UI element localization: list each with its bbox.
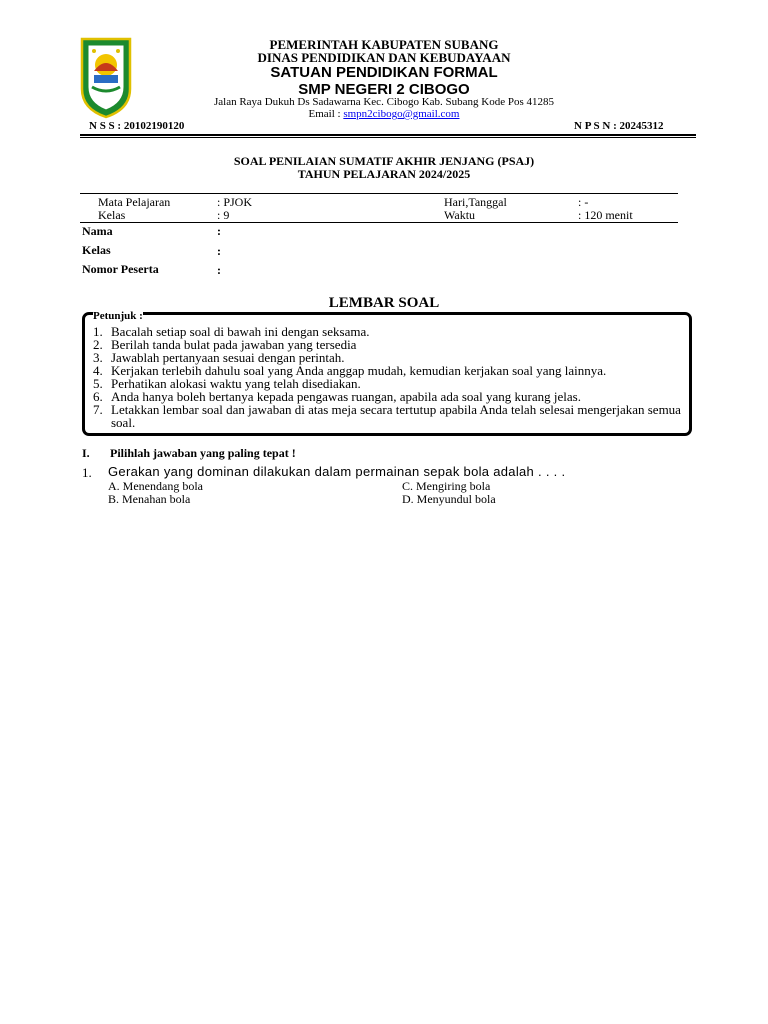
petunjuk-title: Petunjuk : (93, 310, 143, 322)
question-number: 1. (82, 465, 92, 480)
petunjuk-num: 3. (93, 350, 103, 365)
school-address: Jalan Raya Dukuh Ds Sadawarna Kec. Cibogo Kab. Subang Kode Pos 41285 (213, 96, 555, 108)
petunjuk-item (93, 403, 689, 429)
petunjuk-num: 1. (93, 324, 103, 339)
mapel-value: : PJOK (217, 195, 253, 209)
nama-label: Nama (82, 224, 113, 238)
petunjuk-num: 5. (93, 376, 103, 391)
petunjuk-text: Perhatikan alokasi waktu yang telah disediakan. (111, 376, 361, 391)
option-text: Menahan bola (122, 492, 191, 506)
waktu-value: : 120 menit (578, 208, 633, 222)
hari-value: : - (578, 195, 589, 209)
waktu-label: Waktu (444, 208, 476, 222)
email-line (0, 108, 768, 120)
kelas-colon: : (217, 244, 221, 258)
petunjuk-num: 2. (93, 337, 103, 352)
nomor-label: Nomor Peserta (82, 262, 159, 276)
petunjuk-num: 4. (93, 363, 103, 378)
option-letter: A. (108, 479, 120, 493)
header-line-2: DINAS PENDIDIKAN DAN KEBUDAYAAN (257, 50, 511, 65)
petunjuk-num: 7. (93, 402, 103, 417)
section-number: I. (82, 446, 90, 460)
petunjuk-text: Anda hanya boleh bertanya kepada pengawas ruangan, apabila ada soal yang kurang jelas. (111, 389, 581, 404)
kelas-value: : 9 (217, 208, 230, 222)
nss: N S S : 20102190120 (89, 120, 185, 132)
npsn: N P S N : 20245312 (574, 120, 664, 132)
info-top-rule (80, 193, 678, 194)
option-letter: B. (108, 492, 120, 506)
petunjuk-text: Kerjakan terlebih dahulu soal yang Anda anggap mudah, kemudian kerjakan soal yang lainnya. (111, 363, 607, 378)
nama-colon: : (217, 224, 221, 238)
header-line-1: PEMERINTAH KABUPATEN SUBANG (269, 37, 499, 52)
option-text: Menendang bola (122, 479, 203, 493)
header-line-3: SATUAN PENDIDIKAN FORMAL (270, 64, 498, 81)
option-text: Menyundul bola (416, 492, 496, 506)
question-text: Gerakan yang dominan dilakukan dalam permainan sepak bola adalah . . . . (108, 464, 566, 479)
petunjuk-text: Bacalah setiap soal di bawah ini dengan seksama. (111, 324, 370, 339)
mapel-label: Mata Pelajaran (98, 195, 171, 209)
header-divider-thin (80, 137, 696, 138)
section-title: Pilihlah jawaban yang paling tepat ! (110, 446, 296, 460)
exam-year: TAHUN PELAJARAN 2024/2025 (297, 167, 471, 181)
option-letter: D. (402, 492, 414, 506)
petunjuk-text: Letakkan lembar soal dan jawaban di atas meja secara tertutup apabila Anda telah selesai mengerjakan semua soal. (111, 402, 681, 430)
nomor-colon: : (217, 263, 221, 277)
option-letter: C. (402, 479, 414, 493)
exam-title: SOAL PENILAIAN SUMATIF AKHIR JENJANG (PSAJ) (233, 154, 535, 168)
school-name: SMP NEGERI 2 CIBOGO (298, 81, 470, 98)
petunjuk-text: Berilah tanda bulat pada jawaban yang tersedia (111, 337, 357, 352)
header-divider (80, 134, 696, 136)
student-kelas-label: Kelas (82, 243, 111, 257)
petunjuk-list (93, 325, 689, 429)
email-label: Email : (308, 108, 344, 120)
lembar-soal-title: LEMBAR SOAL (328, 295, 440, 311)
option-b[interactable] (108, 492, 190, 507)
petunjuk-num: 6. (93, 389, 103, 404)
option-d[interactable] (402, 492, 496, 507)
petunjuk-text: Jawablah pertanyaan sesuai dengan perintah. (111, 350, 345, 365)
info-bottom-rule (80, 222, 678, 223)
kelas-label: Kelas (98, 208, 126, 222)
option-text: Mengiring bola (416, 479, 491, 493)
email-link[interactable]: smpn2cibogo@gmail.com (343, 108, 460, 120)
hari-label: Hari,Tanggal (444, 195, 507, 209)
